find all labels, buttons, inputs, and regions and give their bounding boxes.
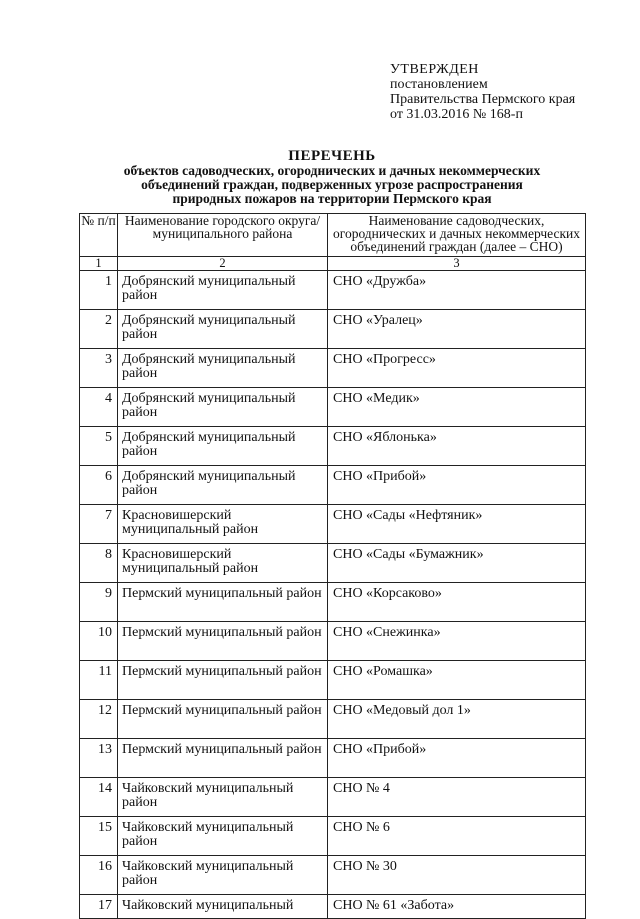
row-number: 2 (80, 310, 118, 349)
row-district: Добрянский муниципальный район (118, 349, 328, 388)
column-number: 2 (118, 257, 328, 271)
row-sno: СНО «Сады «Нефтяник» (328, 505, 586, 544)
row-district: Добрянский муниципальный район (118, 388, 328, 427)
row-district: Добрянский муниципальный район (118, 310, 328, 349)
row-district: Чайковский муниципальный (118, 895, 328, 919)
row-number: 6 (80, 466, 118, 505)
row-number: 3 (80, 349, 118, 388)
approval-stamp (390, 62, 575, 122)
row-district: Добрянский муниципальный район (118, 427, 328, 466)
document-title (78, 148, 586, 206)
row-sno: СНО «Прибой» (328, 739, 586, 778)
row-sno: СНО «Корсаково» (328, 583, 586, 622)
row-number: 5 (80, 427, 118, 466)
table-row (80, 544, 586, 583)
column-number: 3 (328, 257, 586, 271)
row-number: 1 (80, 271, 118, 310)
row-sno: СНО № 6 (328, 817, 586, 856)
table-row (80, 895, 586, 919)
column-number: 1 (80, 257, 118, 271)
header-number: № п/п (80, 214, 118, 257)
table-row (80, 700, 586, 739)
table-row (80, 388, 586, 427)
row-sno: СНО «Медовый дол 1» (328, 700, 586, 739)
title-line: природных пожаров на территории Пермского края (172, 191, 492, 206)
approval-line: Правительства Пермского края (390, 92, 576, 107)
sno-table (79, 213, 586, 919)
row-district: Добрянский муниципальный район (118, 466, 328, 505)
row-sno: СНО «Снежинка» (328, 622, 586, 661)
row-district: Пермский муниципальный район (118, 622, 328, 661)
row-number: 14 (80, 778, 118, 817)
row-number: 7 (80, 505, 118, 544)
title-line: объектов садоводческих, огороднических и дачных некоммерческих (123, 163, 541, 178)
approval-heading: УТВЕРЖДЕН (390, 62, 479, 77)
row-district: Красновишерский муниципальный район (118, 505, 328, 544)
title-line: объединений граждан, подверженных угрозе распространения (141, 177, 523, 192)
row-district: Пермский муниципальный район (118, 661, 328, 700)
approval-date: от 31.03.2016 № 168-п (390, 107, 523, 122)
row-number: 10 (80, 622, 118, 661)
table-row (80, 856, 586, 895)
row-number: 8 (80, 544, 118, 583)
row-sno: СНО «Прибой» (328, 466, 586, 505)
row-number: 16 (80, 856, 118, 895)
table-row (80, 271, 586, 310)
table-row (80, 661, 586, 700)
table-row (80, 505, 586, 544)
table-row (80, 466, 586, 505)
row-number: 13 (80, 739, 118, 778)
row-sno: СНО «Ромашка» (328, 661, 586, 700)
table-row (80, 739, 586, 778)
row-number: 4 (80, 388, 118, 427)
title-heading: ПЕРЕЧЕНЬ (288, 148, 376, 164)
row-number: 9 (80, 583, 118, 622)
row-district: Чайковский муниципальный район (118, 856, 328, 895)
row-district: Пермский муниципальный район (118, 700, 328, 739)
row-district: Пермский муниципальный район (118, 583, 328, 622)
table-row (80, 349, 586, 388)
row-district: Чайковский муниципальный район (118, 778, 328, 817)
row-district: Добрянский муниципальный район (118, 271, 328, 310)
approval-line: постановлением (390, 77, 488, 92)
row-number: 17 (80, 895, 118, 919)
row-number: 11 (80, 661, 118, 700)
row-sno: СНО «Сады «Бумажник» (328, 544, 586, 583)
table-row (80, 583, 586, 622)
table-row (80, 817, 586, 856)
table-row (80, 310, 586, 349)
row-sno: СНО «Дружба» (328, 271, 586, 310)
row-district: Чайковский муниципальный район (118, 817, 328, 856)
header-sno: Наименование садоводческих, огороднических и дачных некоммерческих объединений граждан (далее – СНО) (328, 214, 586, 257)
table-row (80, 427, 586, 466)
row-sno: СНО «Уралец» (328, 310, 586, 349)
row-number: 12 (80, 700, 118, 739)
row-sno: СНО № 4 (328, 778, 586, 817)
row-district: Пермский муниципальный район (118, 739, 328, 778)
row-sno: СНО «Медик» (328, 388, 586, 427)
row-sno: СНО «Яблонька» (328, 427, 586, 466)
row-sno: СНО № 30 (328, 856, 586, 895)
row-district: Красновишерский муниципальный район (118, 544, 328, 583)
row-number: 15 (80, 817, 118, 856)
header-district: Наименование городского округа/муниципального района (118, 214, 328, 257)
row-sno: СНО «Прогресс» (328, 349, 586, 388)
row-sno: СНО № 61 «Забота» (328, 895, 586, 919)
table-row (80, 778, 586, 817)
table-row (80, 622, 586, 661)
